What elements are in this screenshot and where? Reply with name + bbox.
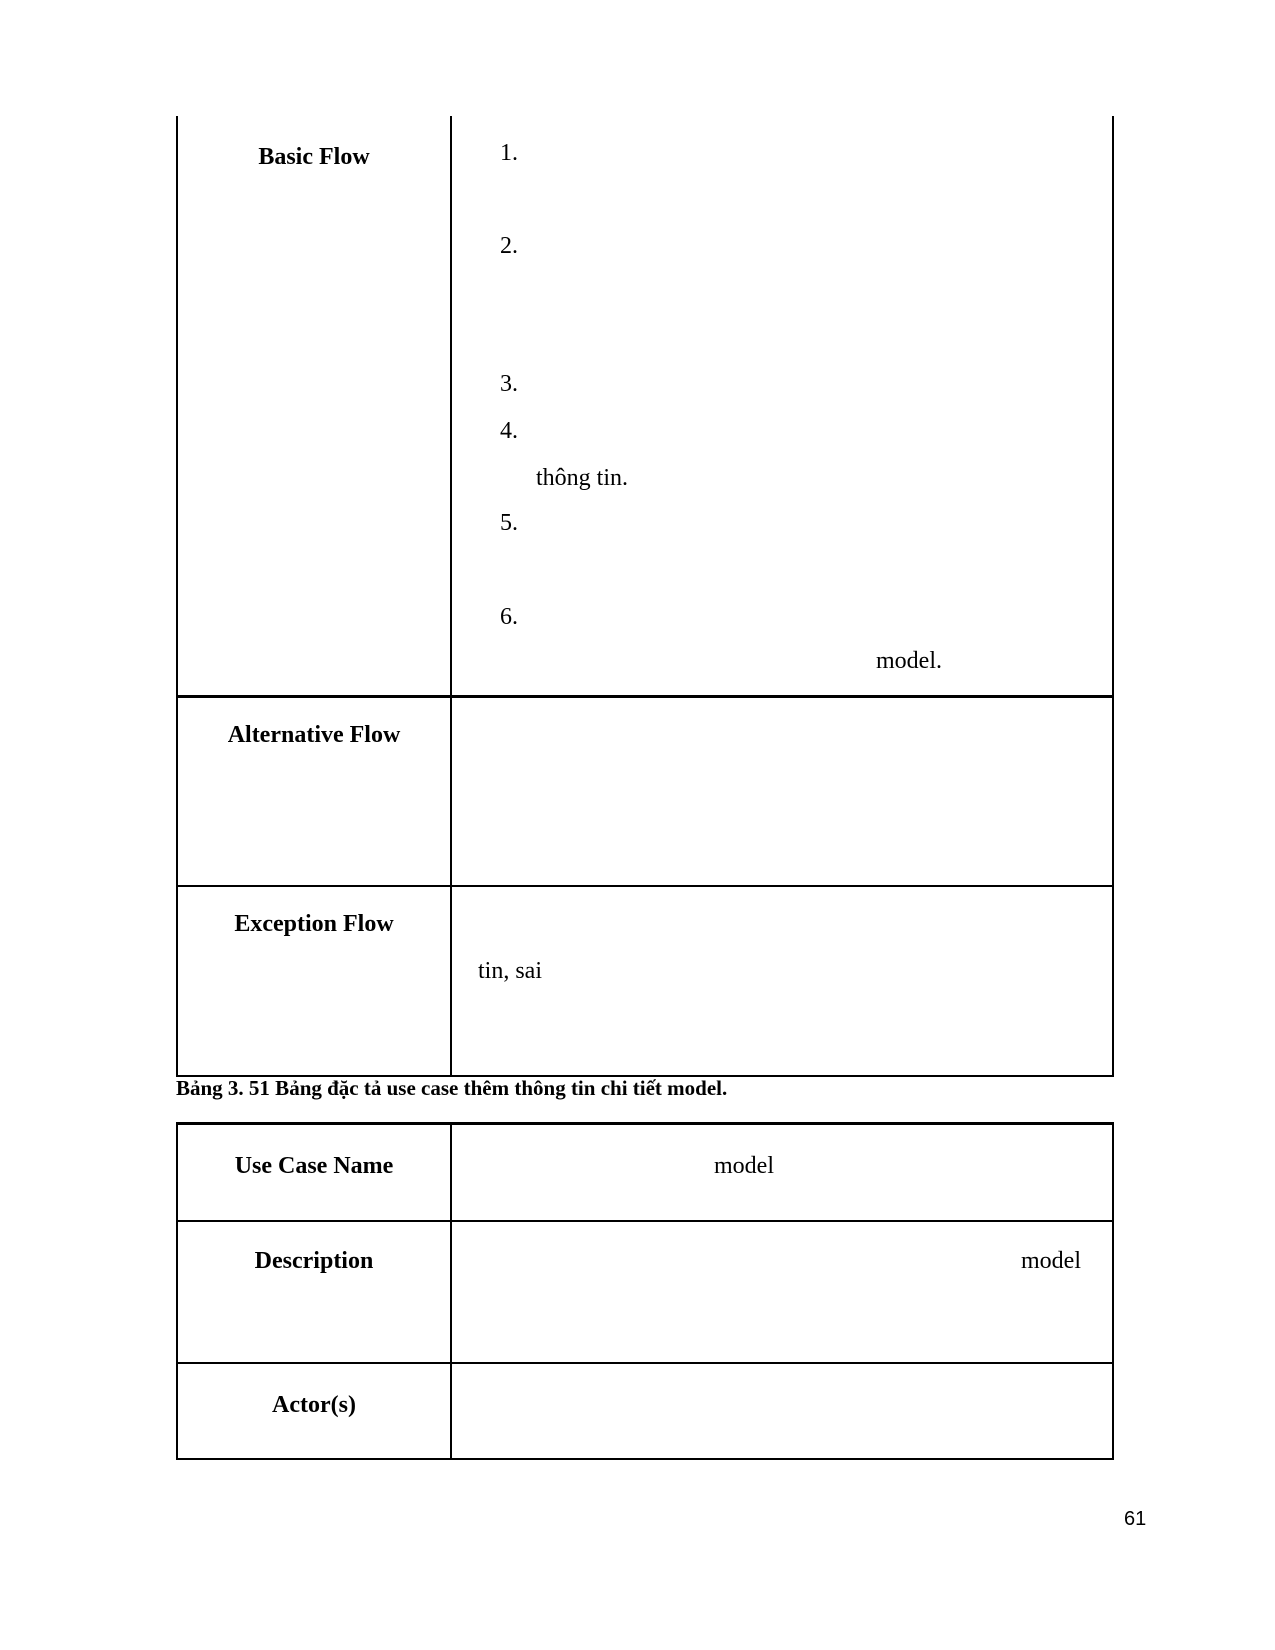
exception-flow-label: Exception Flow [234, 911, 394, 937]
step-1: 1. [500, 140, 518, 166]
use-case-table-continued [176, 116, 1114, 1077]
use-case-name-row [176, 1125, 1114, 1220]
basic-flow-row [176, 116, 1114, 695]
alternative-flow-label: Alternative Flow [227, 722, 401, 748]
step-4: 4. [500, 418, 518, 444]
step-3: 3. [500, 371, 518, 397]
page-number: 61 [1124, 1508, 1147, 1530]
use-case-table [176, 1122, 1114, 1460]
description-label: Description [254, 1248, 374, 1274]
step-6: 6. [500, 604, 518, 630]
table-caption: Bảng 3. 51 Bảng đặc tả use case thêm thông tin chi tiết model. [176, 1076, 728, 1100]
actors-row [176, 1364, 1114, 1458]
step-4-text: thông tin. [536, 465, 629, 491]
step-5: 5. [500, 510, 518, 536]
description-value: model [1021, 1248, 1081, 1274]
step-6-text: model. [876, 648, 942, 674]
use-case-name-label: Use Case Name [234, 1153, 394, 1179]
description-row [176, 1222, 1114, 1362]
use-case-name-value: model [714, 1153, 774, 1179]
actors-label: Actor(s) [272, 1392, 356, 1418]
basic-flow-label: Basic Flow [258, 144, 370, 170]
alternative-flow-row [176, 698, 1114, 885]
exception-flow-text: tin, sai [478, 958, 542, 984]
exception-flow-row [176, 887, 1114, 1075]
step-2: 2. [500, 233, 518, 259]
